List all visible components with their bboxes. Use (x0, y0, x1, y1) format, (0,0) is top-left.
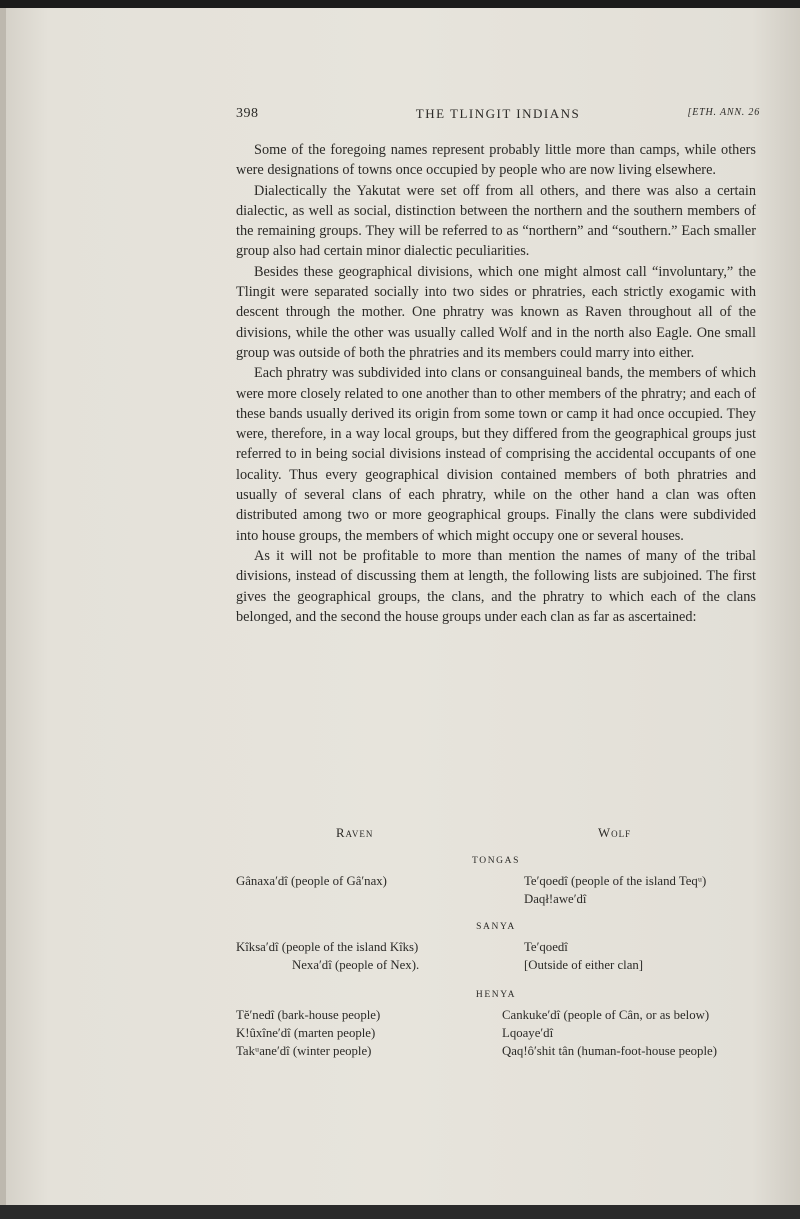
raven-clan: Gânaxa′dî (people of Gâ′nax) (236, 874, 387, 888)
wolf-clan: Qaq!ô′shit tân (human-foot-house people) (502, 1044, 717, 1058)
annual-reference: [ETH. ANN. 26 (687, 107, 760, 118)
raven-clan: Nexa′dî (people of Nex). (292, 958, 420, 972)
wolf-clan: Te′qoedî (people of the island Teqᵘ) (524, 874, 707, 888)
body-text (236, 140, 756, 627)
group-sanya (236, 918, 756, 982)
phratry-headings (236, 824, 756, 844)
group-name: HENYA (475, 990, 517, 1000)
group-name: SANYA (476, 922, 516, 932)
raven-clan: Takᵘane′dî (winter people) (236, 1044, 372, 1058)
raven-clan: Tĕ′nedî (bark-house people) (236, 1008, 381, 1022)
scan-bottom-border (0, 1205, 800, 1219)
paragraph: Dialectically the Yakutat were set off from all others, and there was also a certain dialectic, as well as social, distinction between the northern and the southern members of the remaining groups. They will be referred to as “northern” and “southern.” Each smaller group also had certain minor dialectic peculiarities. (236, 182, 756, 260)
paragraph: Each phratry was subdivided into clans or consanguineal bands, the members of which were more closely related to one another than to other members of the phratry; and each of these bands usually derived its origin from some town or camp it had once occupied. They were, therefore, in a way local groups, but they differed from the geographical groups just referred to in being social divisions instead of comprising the accidental occupants of one locality. Thus every geographical division contained members of both phratries and usually of several clans of each phratry, while on the other hand a clan was often distributed among two or more geographical groups. Finally the clans were subdivided into house groups, the members of which might occupy one or several houses. (236, 365, 756, 544)
page-number: 398 (236, 106, 259, 121)
group-name: TONGAS (472, 856, 520, 866)
scan-left-edge (0, 8, 6, 1205)
wolf-clan: [Outside of either clan] (524, 958, 644, 972)
paragraph: Besides these geographical divisions, which one might almost call “involuntary,” the Tlingit were separated socially into two sides or phratries, each strictly exogamic with descent through the mother. One phratry was known as Raven throughout all of the divisions, while the other was usually called Wolf and in the north also Eagle. One small group was outside of both the phratries and its members could marry into either. (236, 263, 756, 361)
wolf-clan: Lqoaye′dî (502, 1026, 554, 1040)
running-title: THE TLINGIT INDIANS (415, 106, 581, 121)
wolf-heading: Wolf (598, 826, 632, 840)
page-header (236, 106, 760, 126)
raven-clan: Kîksa′dî (people of the island Kîks) (236, 940, 419, 954)
paragraph: As it will not be profitable to more than mention the names of many of the tribal divisions, instead of discussing them at length, the following lists are subjoined. The first gives the geographical groups, the clans, and the phratry to which each of the clans belonged, and the second the house groups under each clan as far as ascertained: (236, 547, 756, 625)
wolf-clan: Daqł!awe′dî (524, 892, 587, 906)
wolf-clan: Cankuke′dî (people of Cân, or as below) (502, 1008, 710, 1022)
paragraph: Some of the foregoing names represent probably little more than camps, while others were designations of towns once occupied by people who are now living elsewhere. (236, 142, 756, 179)
wolf-clan: Te′qoedî (524, 940, 568, 954)
raven-heading: Raven (336, 826, 374, 840)
group-tongas (236, 852, 756, 916)
group-henya (236, 986, 756, 1070)
raven-clan: K!ûxîne′dî (marten people) (236, 1026, 376, 1040)
scan-top-border (0, 0, 800, 8)
